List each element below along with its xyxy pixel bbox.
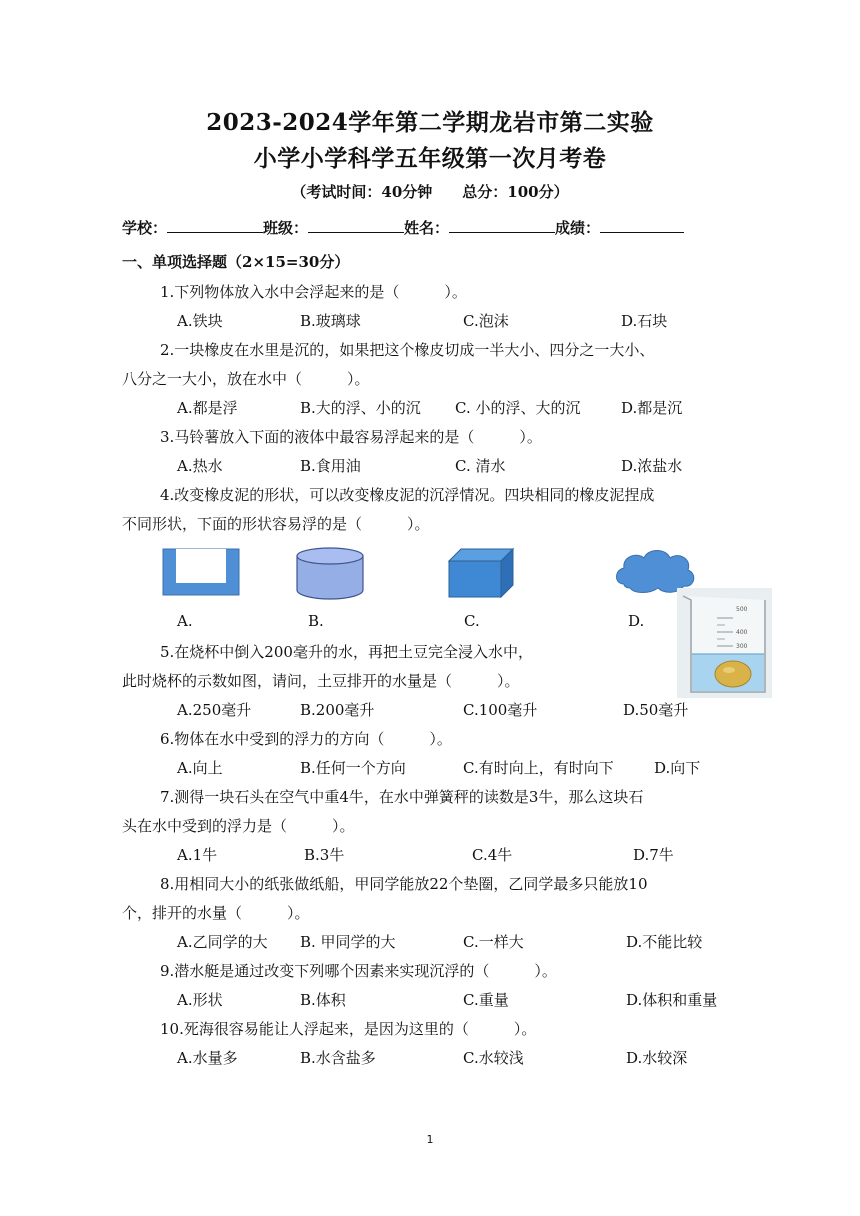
option-b: B.: [308, 612, 324, 630]
question-stem: 7.测得一块石头在空气中重4牛，在水中弹簧秤的读数是3牛，那么这块石: [160, 788, 644, 806]
school-blank[interactable]: [167, 218, 263, 233]
option-a: A.1牛: [177, 846, 218, 864]
cube-shape-figure: [447, 547, 517, 599]
beaker-scale-300: 300: [736, 643, 748, 650]
page-title-line-1: 2023-2024学年第二学期龙岩市第二实验: [206, 109, 654, 136]
question-stem-cont: 八分之一大小，放在水中（ ）。: [122, 370, 370, 388]
beaker-figure: [677, 588, 772, 698]
name-blank[interactable]: [449, 218, 555, 233]
option-b: B.大的浮、小的沉: [300, 399, 421, 417]
option-c: C.重量: [463, 991, 509, 1009]
option-c: C.4牛: [472, 846, 513, 864]
option-a: A.乙同学的大: [177, 933, 268, 951]
option-d: D.50毫升: [623, 701, 689, 719]
option-c: C.100毫升: [463, 701, 538, 719]
question-stem: 5.在烧杯中倒入200毫升的水，再把土豆完全浸入水中，: [160, 643, 533, 661]
beaker-scale-500: 500: [736, 606, 748, 613]
page-title-line-2: 小学小学科学五年级第一次月考卷: [253, 145, 607, 172]
option-b: B.玻璃球: [300, 312, 361, 330]
option-b: B.3牛: [304, 846, 345, 864]
question-stem-cont: 个，排开的水量（ ）。: [122, 904, 310, 922]
option-a: A.热水: [177, 457, 223, 475]
question-stem: 6.物体在水中受到的浮力的方向（ ）。: [160, 730, 452, 748]
option-c: C.有时向上，有时向下: [463, 759, 614, 777]
option-c: C.水较浅: [463, 1049, 524, 1067]
score-label: 成绩：: [555, 219, 601, 237]
info-line: [122, 217, 684, 238]
option-a: A.形状: [177, 991, 223, 1009]
beaker-scale-400: 400: [736, 629, 748, 636]
question-stem: 10.死海很容易能让人浮起来，是因为这里的（ ）。: [160, 1020, 537, 1038]
option-a: A.250毫升: [177, 701, 252, 719]
option-d: D.向下: [654, 759, 701, 777]
option-a: A.向上: [177, 759, 223, 777]
question-stem: 3.马铃薯放入下面的液体中最容易浮起来的是（ ）。: [160, 428, 542, 446]
question-stem-cont: 头在水中受到的浮力是（ ）。: [122, 817, 355, 835]
option-b: B. 甲同学的大: [300, 933, 396, 951]
question-stem-cont: 不同形状，下面的形状容易浮的是（ ）。: [122, 515, 430, 533]
question-stem: 4.改变橡皮泥的形状，可以改变橡皮泥的沉浮情况。四块相同的橡皮泥捏成: [160, 486, 655, 504]
school-label: 学校：: [122, 219, 168, 237]
question-stem: 1.下列物体放入水中会浮起来的是（ ）。: [160, 283, 467, 301]
option-d: D.都是沉: [621, 399, 683, 417]
option-a: A.都是浮: [177, 399, 238, 417]
option-d: D.7牛: [633, 846, 674, 864]
bowl-shape-figure: [162, 548, 240, 598]
class-blank[interactable]: [308, 218, 404, 233]
question-stem: 8.用相同大小的纸张做纸船，甲同学能放22个垫圈，乙同学最多只能放10: [160, 875, 648, 893]
option-c: C. 小的浮、大的沉: [455, 399, 581, 417]
question-stem: 9.潜水艇是通过改变下列哪个因素来实现沉浮的（ ）。: [160, 962, 557, 980]
class-label: 班级：: [263, 219, 309, 237]
option-a: A.铁块: [177, 312, 223, 330]
option-d: D.水较深: [626, 1049, 688, 1067]
page-number: 1: [426, 1133, 434, 1146]
option-d: D.: [628, 612, 645, 630]
option-a: A.: [177, 612, 193, 630]
option-b: B.200毫升: [300, 701, 375, 719]
option-d: D.石块: [621, 312, 668, 330]
cylinder-shape-figure: [295, 546, 365, 602]
option-b: B.食用油: [300, 457, 361, 475]
option-d: D.不能比较: [626, 933, 703, 951]
question-stem: 2.一块橡皮在水里是沉的，如果把这个橡皮切成一半大小、四分之一大小、: [160, 341, 655, 359]
option-b: B.体积: [300, 991, 346, 1009]
option-d: D.浓盐水: [621, 457, 683, 475]
section-heading: 一、单项选择题（2×15=30分）: [122, 253, 350, 271]
name-label: 姓名：: [404, 219, 450, 237]
option-c: C. 清水: [455, 457, 506, 475]
exam-info: （考试时间：40分钟 总分：100分）: [291, 183, 569, 201]
score-blank[interactable]: [600, 218, 684, 233]
option-b: B.水含盐多: [300, 1049, 376, 1067]
option-a: A.水量多: [177, 1049, 238, 1067]
question-stem-cont: 此时烧杯的示数如图，请问，土豆排开的水量是（ ）。: [122, 672, 520, 690]
option-c: C.: [464, 612, 480, 630]
option-c: C.泡沫: [463, 312, 509, 330]
option-c: C.一样大: [463, 933, 524, 951]
option-d: D.体积和重量: [626, 991, 718, 1009]
option-b: B.任何一个方向: [300, 759, 406, 777]
